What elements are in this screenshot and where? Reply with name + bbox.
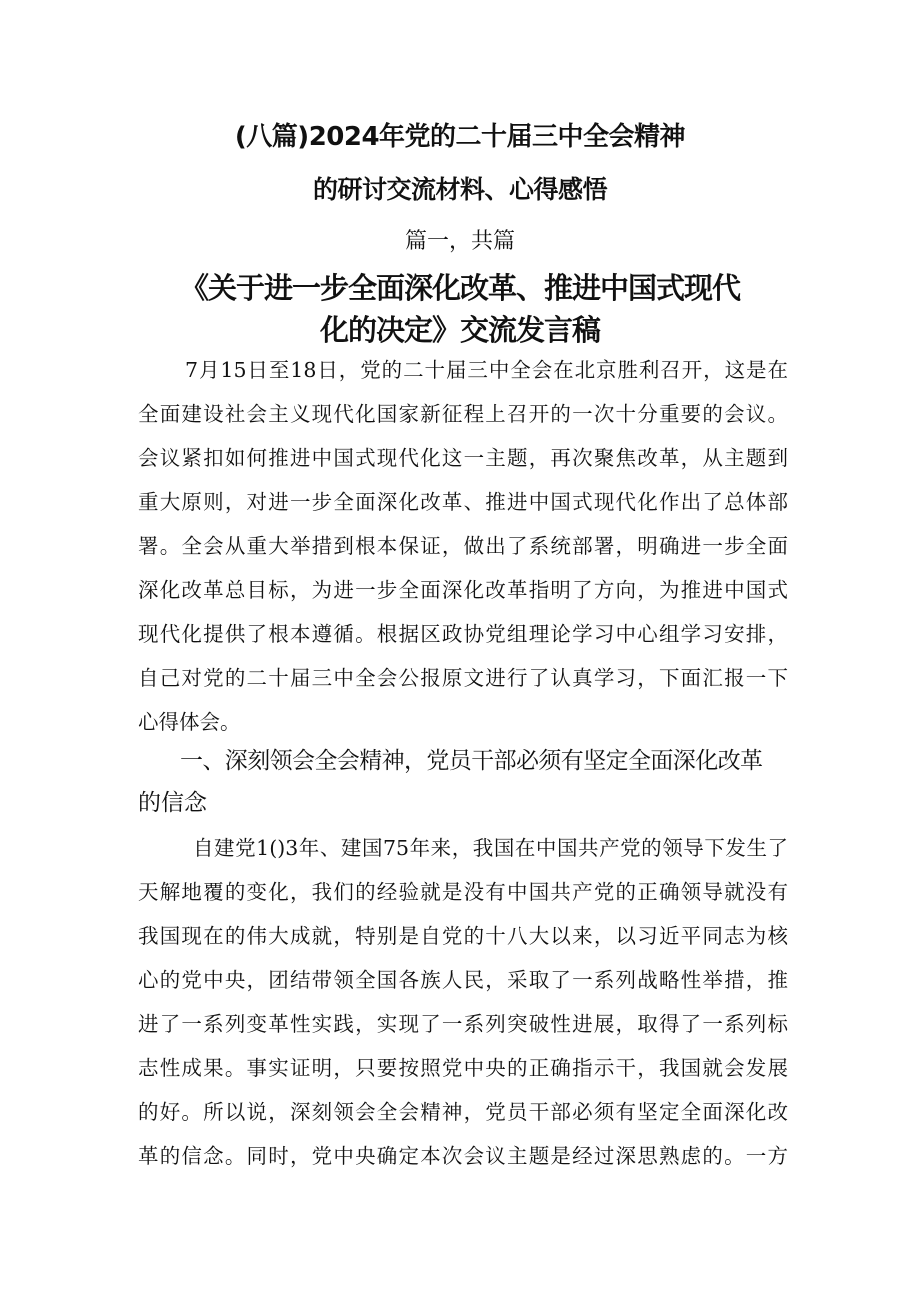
paragraph-line: 深化改革总目标，为进一步全面深化改革指明了方向，为推进中国式 [138,578,788,602]
paragraph-line: 的好。所以说，深刻领会全会精神，党员干部必须有坚定全面深化改 [138,1100,788,1124]
section-heading-1 [138,740,788,824]
paragraph-line: 心得体会。 [138,710,241,734]
document-title-line-1: (八篇)2024年党的二十届三中全会精神 [234,122,686,152]
paragraph-line: 重大原则，对进一步全面深化改革、推进中国式现代化作出了总体部 [138,490,788,514]
paragraph-line: 全面建设社会主义现代化国家新征程上召开的一次十分重要的会议。 [138,402,788,426]
paragraph-intro [138,348,788,744]
section-heading-line: 的信念 [138,790,207,816]
paragraph-line: 7月15日至18日，党的二十届三中全会在北京胜利召开，这是在 [185,358,788,382]
paragraph-line: 自己对党的二十届三中全会公报原文进行了认真学习，下面汇报一下 [138,666,788,690]
paragraph-section-1 [138,826,788,1178]
section-heading-line: 一、深刻领会全会精神，党员干部必须有坚定全面深化改革 [180,748,763,774]
paragraph-line: 我国现在的伟大成就，特别是自党的十八大以来，以习近平同志为核 [138,924,788,948]
paragraph-line: 天解地覆的变化，我们的经验就是没有中国共产党的正确领导就没有 [138,880,788,904]
paragraph-line: 自建党1()3年、建国75年来，我国在中国共产党的领导下发生了 [193,836,788,860]
part-label: 篇一，共篇 [404,229,515,254]
paragraph-line: 署。全会从重大举措到根本保证，做出了系统部署，明确进一步全面 [138,534,788,558]
speech-title-line-1: 《关于进一步全面深化改革、推进中国式现代 [179,271,740,305]
paragraph-line: 革的信念。同时，党中央确定本次会议主题是经过深思熟虑的。一方 [138,1144,788,1168]
speech-title-line-2: 化的决定》交流发言稿 [319,313,600,347]
paragraph-line: 现代化提供了根本遵循。根据区政协党组理论学习中心组学习安排， [138,622,788,646]
paragraph-line: 心的党中央，团结带领全国各族人民，采取了一系列战略性举措，推 [138,968,788,992]
document-title-line-2: 的研讨交流材料、心得感悟 [312,175,607,204]
paragraph-line: 会议紧扣如何推进中国式现代化这一主题，再次聚焦改革，从主题到 [138,446,788,470]
paragraph-line: 进了一系列变革性实践，实现了一系列突破性进展，取得了一系列标 [138,1012,788,1036]
paragraph-line: 志性成果。事实证明，只要按照党中央的正确指示干，我国就会发展 [138,1056,788,1080]
